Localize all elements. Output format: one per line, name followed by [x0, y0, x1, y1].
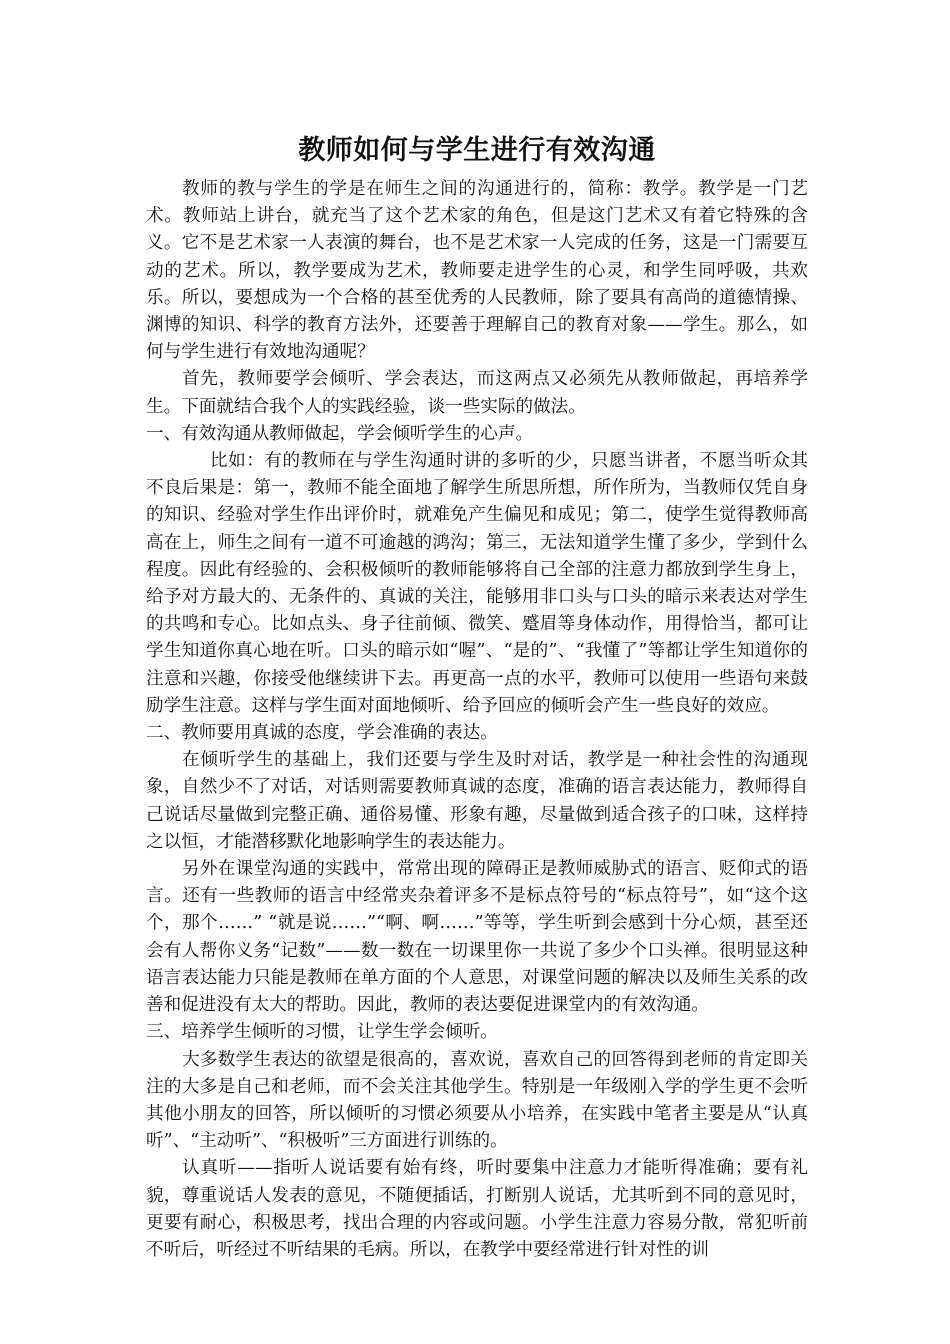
body-paragraph-3: 比如：有的教师在与学生沟通时讲的多听的少，只愿当讲者，不愿当听众其不良后果是：第一，教师不能全面地了解学生所思所想，所作所为，当教师仅凭自身的知识、经验对学生作出评价时，就难免产生偏见和成见；第二，使学生觉得教师高高在上，师生之间有一道不可逾越的鸿沟；第三，无法知道学生懂了多少，学到什么程度。因此有经验的、会积极倾听的教师能够将自己全部的注意力都放到学生身上，给予对方最大的、无条件的、真诚的关注，能够用非口头与口头的暗示来表达对学生的共鸣和专心。比如点头、身子往前倾、微笑、蹙眉等身体动作，用得恰当，都可让学生知道你真心地在听。口头的暗示如“喔”、“是的”、“我懂了”等都让学生知道你的注意和兴趣，你接受他继续讲下去。再更高一点的水平，教师可以使用一些语句来鼓励学生注意。这样与学生面对面地倾听、给予回应的倾听会产生一些良好的效应。: [146, 451, 808, 716]
document-blocks: [146, 176, 808, 1264]
body-paragraph-1: 教师的教与学生的学是在师生之间的沟通进行的，简称：教学。教学是一门艺术。教师站上讲台，就充当了这个艺术家的角色，但是这门艺术又有着它特殊的含义。它不是艺术家一人表演的舞台，也不是艺术家一人完成的任务，这是一门需要互动的艺术。所以，教学要成为艺术，教师要走进学生的心灵，和学生同呼吸，共欢乐。所以，要想成为一个合格的甚至优秀的人民教师，除了要具有高尚的道德情操、渊博的知识、科学的教育方法外，还要善于理解自己的教育对象——学生。那么，如何与学生进行有效地沟通呢？: [146, 179, 808, 363]
body-paragraph-7: 认真听——指听人说话要有始有终，听时要集中注意力才能听得准确；要有礼貌，尊重说话人发表的意见，不随便插话，打断别人说话，尤其听到不同的意见时，更要有耐心，积极思考，找出合理的内容或问题。小学生注意力容易分散，常犯听前不听后，听经过不听结果的毛病。所以，在教学中要经常进行针对性的训: [146, 1158, 808, 1260]
body-paragraph-5: 另外在课堂沟通的实践中，常常出现的障碍正是教师威胁式的语言、贬仰式的语言。还有一些教师的语言中经常夹杂着评多不是标点符号的“标点符号”，如“这个这个，那个……” “就是说……”“啊、啊……”等等，学生听到会感到十分心烦，甚至还会有人帮你义务“记数”——数一数在一切课里你一共说了多少个口头禅。很明显这种语言表达能力只能是教师在单方面的个人意思，对课堂问题的解决以及师生关系的改善和促进没有太大的帮助。因此，教师的表达要促进课堂内的有效沟通。: [146, 859, 808, 1016]
body-paragraph-6: 大多数学生表达的欲望是很高的，喜欢说，喜欢自己的回答得到老师的肯定即关注的大多是自己和老师，而不会关注其他学生。特别是一年级刚入学的学生更不会听其他小朋友的回答，所以倾听的习惯必须要从小培养，在实践中笔者主要是从“认真听”、“主动听”、“积极听”三方面进行训练的。: [146, 1049, 808, 1152]
body-paragraph-4: 在倾听学生的基础上，我们还要与学生及时对话，教学是一种社会性的沟通现象，自然少不了对话，对话则需要教师真诚的态度，准确的语言表达能力，教师得自己说话尽量做到完整正确、通俗易懂、形象有趣，尽量做到适合孩子的口味，这样持之以恒，才能潜移默化地影响学生的表达能力。: [146, 750, 808, 852]
document-body: [146, 126, 808, 1264]
document-title: 教师如何与学生进行有效沟通: [298, 135, 656, 166]
section-heading-3: 三、培养学生倾听的习惯，让学生学会倾听。: [146, 1022, 498, 1043]
section-heading-2: 二、教师要用真诚的态度，学会准确的表达。: [146, 723, 498, 744]
section-heading-1: 一、有效沟通从教师做起，学会倾听学生的心声。: [146, 423, 534, 444]
body-paragraph-2: 首先，教师要学会倾听、学会表达，而这两点又必须先从教师做起，再培养学生。下面就结合我个人的实践经验，谈一些实际的做法。: [146, 369, 808, 417]
